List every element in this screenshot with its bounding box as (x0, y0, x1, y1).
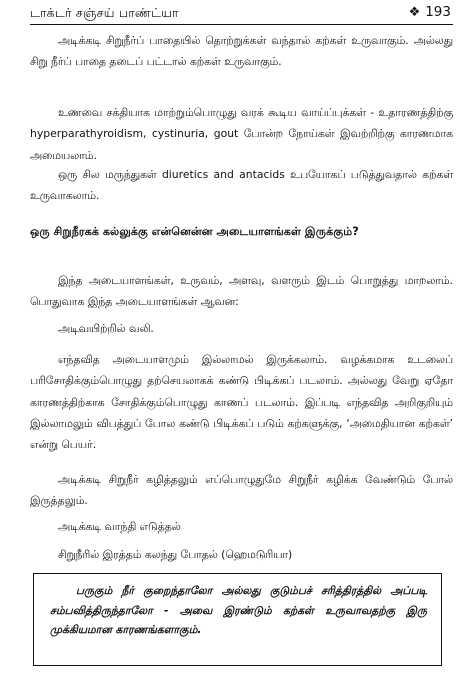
highlight-text-block (50, 581, 427, 640)
paragraph-text: எந்தவித அடையாளமும் இல்லாமல் இருக்கலாம். வழக்கமாக உடலைப் பரிசோதிக்கும்பொழுது தற்செயலாகக் கண்டு பிடிக்கப் படலாம். அல்லது வேறு ஏதோ காரணத்திற்காக சோதிக்கும்பொழுது காணப் படலாம். இப்படி எந்தவித அறிகுறியும் இல்லாமலும் விபத்துப் போல கண்டு பிடிக்கப் படும் கற்களுக்கு, ‘அமைதியான கற்கள்’ என்று பெயர். (30, 353, 453, 452)
paragraph-infection (30, 30, 453, 73)
paragraph-frequent-urination (30, 469, 453, 512)
running-header (30, 4, 453, 25)
highlight-box (33, 573, 442, 666)
section-question-heading: ஒரு சிறுநீரகக் கல்லுக்கு என்னென்ன அடையாளங்கள் இருக்கும்? (30, 225, 359, 238)
symptom-abdominal-pain: அடிவயிற்றில் வலி. (58, 322, 154, 335)
paragraph-text: அடிக்கடி சிறுநீர் கழித்தலும் எப்பொழுதுமே சிறுநீர் கழிக்க வேண்டும் போல் இருத்தலும். (30, 473, 453, 508)
symptom-hematuria: சிறுநீரில் இரத்தம் கலந்து போதல் (ஹெமடுரியா) (58, 548, 293, 561)
paragraph-silent-stones (30, 349, 453, 455)
page-number: 193 (425, 4, 451, 20)
paragraph-text: உணவை சக்தியாக மாற்றும்பொழுது வரக் கூடிய வாய்ப்புக்கள் - உதாரணத்திற்கு hyperparathyroidism, cystinuria, gout போன்ற நோய்கள் இவற்றிற்கு காரணமாக அமையலாம். (30, 106, 453, 162)
paragraph-text: ஒரு சில மருந்துகள் diuretics and antacids உபயோகப் படுத்துவதால் கற்கள் உருவாகலாம். (30, 168, 453, 203)
paragraph-metabolism (30, 102, 453, 166)
paragraph-symptoms-intro (30, 270, 453, 313)
paragraph-medicines (30, 164, 453, 207)
page-number-block (409, 4, 451, 20)
paragraph-text: இந்த அடையாளங்கள், உருவம், அளவு, வளரும் இடம் பொறுத்து மாறலாம். பொதுவாக இந்த அடையாளங்கள் ஆவன: (30, 274, 453, 309)
paragraph-text: அடிக்கடி சிறுநீர்ப் பாதையில் தொற்றுக்கள் வந்தால் கற்கள் உருவாகும். அல்லது சிறு நீர்ப் பாதை தடைப் பட்டால் கற்கள் உருவாகும். (30, 34, 453, 69)
book-title: டாக்டர் சஞ்சய் பாண்ட்யா (30, 5, 179, 20)
diamond-ornament-icon: ❖ (408, 5, 421, 20)
highlight-text: பருகும் நீர் குறைந்தாலோ அல்லது குடும்பச் சரித்திரத்தில் அப்படி சம்பவித்திருந்தாலோ - அவை இரண்டும் கற்கள் உருவாவதற்கு இரு முக்கியமான காரணங்களாகும். (50, 584, 427, 636)
symptom-vomiting: அடிக்கடி வாந்தி எடுத்தல் (58, 520, 181, 533)
